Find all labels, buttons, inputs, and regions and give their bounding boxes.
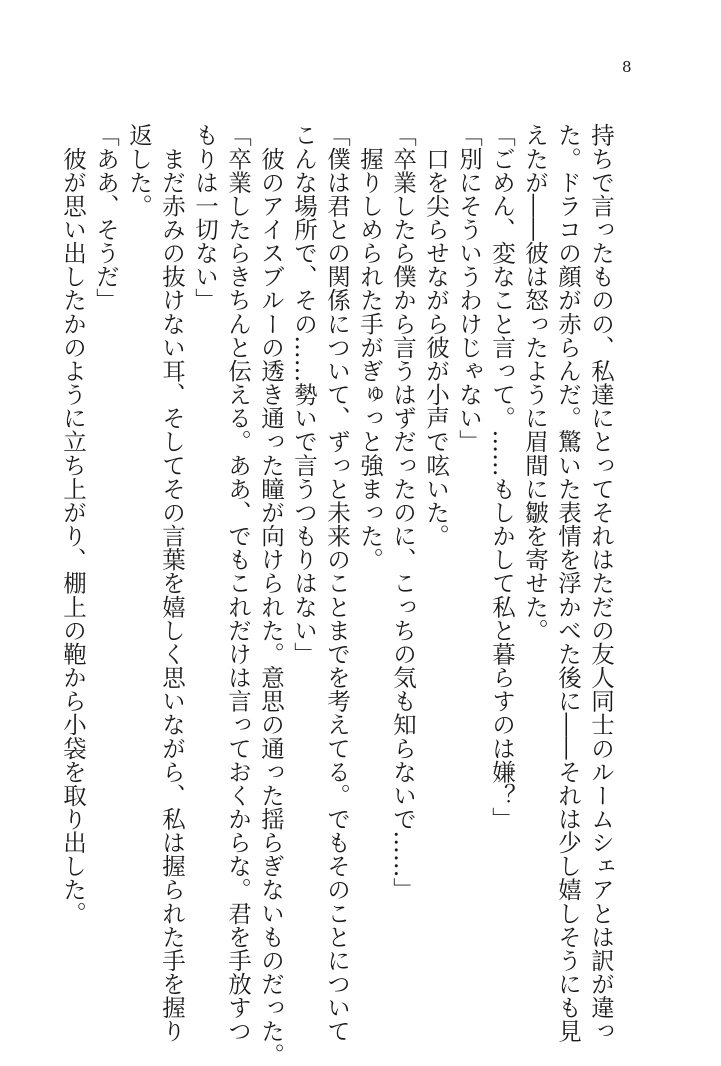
text-line: 「ああ、そうだ」 <box>92 123 120 312</box>
text-line: 「僕は君との関係について、ずっと未来のことまでを考えてる。でもそのことについて <box>323 123 351 1043</box>
text-line: 返した。 <box>125 123 153 218</box>
text-line: 彼が思い出したかのように立ち上がり、棚上の鞄から小袋を取り出した。 <box>59 123 87 925</box>
text-line: こんな場所で、その……勢いで言うつもりはない」 <box>290 123 318 666</box>
text-line: 「卒業したら僕から言うはずだったのに、こっちの気も知らないで……」 <box>389 123 417 902</box>
text-line: えたが――彼は怒ったように眉間に皺を寄せた。 <box>521 123 549 642</box>
page-number: 8 <box>622 58 632 76</box>
text-line: 「卒業したらきちんと伝える。ああ、でもこれだけは言っておくからな。君を手放すつ <box>224 123 252 1043</box>
text-line: た。ドラコの顔が赤らんだ。驚いた表情を浮かべた後に――それは少し嬉しそうにも見 <box>554 123 582 1043</box>
text-line: 握りしめられた手がぎゅっと強まった。 <box>356 123 384 572</box>
text-line: 彼のアイスブルーの透き通った瞳が向けられた。意思の通った揺らぎないものだった。 <box>257 123 285 1066</box>
text-line: もりは一切ない」 <box>191 123 219 312</box>
text-line: 持ちで言ったものの、私達にとってそれはただの友人同士のルームシェアとは訳が違っ <box>587 123 615 1043</box>
text-line: 「別にそういうわけじゃない」 <box>455 123 483 454</box>
text-line: 「ごめん、変なこと言って。……もしかして私と暮らすのは嫌？」 <box>488 123 516 831</box>
vertical-text-body <box>59 123 617 1066</box>
text-line: 口を尖らせながら彼が小声で呟いた。 <box>422 123 450 548</box>
text-line: まだ赤みの抜けない耳、そしてその言葉を嬉しく思いながら、私は握られた手を握り <box>158 123 186 1043</box>
